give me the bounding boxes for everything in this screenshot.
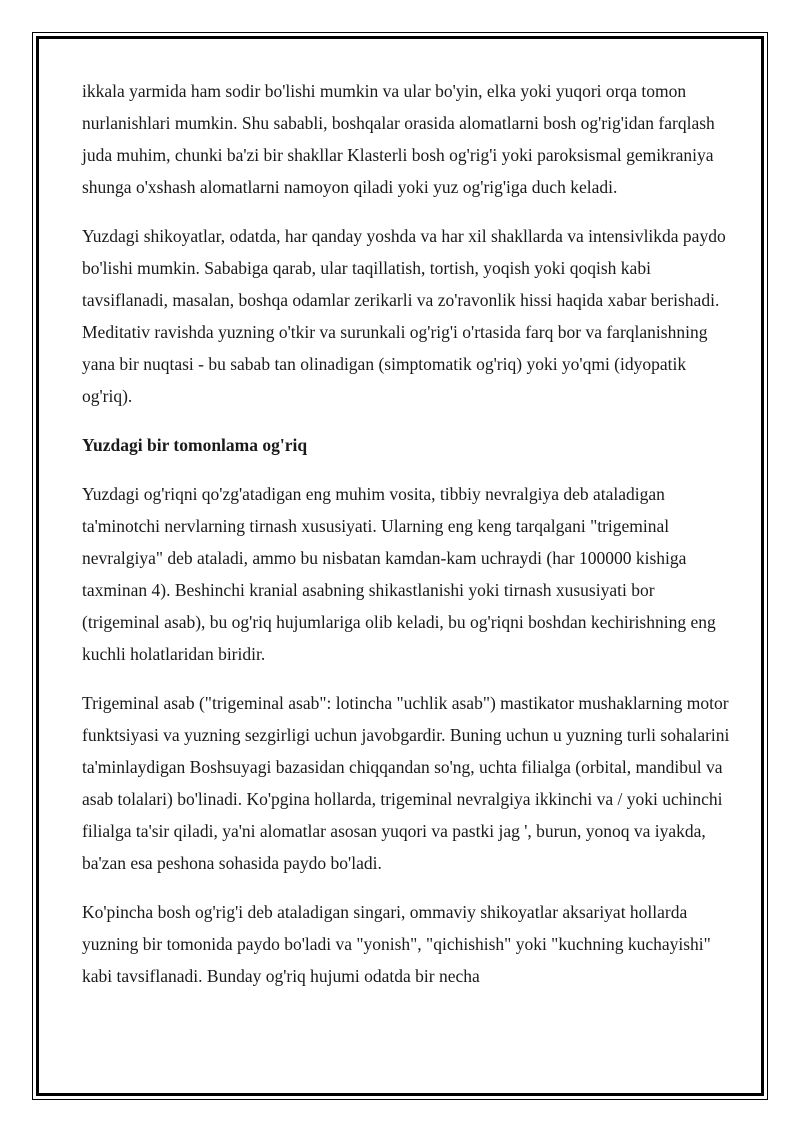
page-border-inner [36,36,764,1096]
paragraph-3: Yuzdagi og'riqni qo'zg'atadigan eng muhim vosita, tibbiy nevralgiya deb ataladigan ta'minotchi nervlarning tirnash xususiyati. Ularning eng keng tarqalgani "trigeminal nevralgiya" deb ataladi, ammo bu nisbatan kamdan-kam uchraydi (har 100000 kishiga taxminan 4). Beshinchi kranial asabning shikastlanishi yoki tirnash xususiyati bor (trigeminal asab), bu og'riq hujumlariga olib keladi, bu og'riqni boshdan kechirishning eng kuchli holatlaridan biridir. [82,484,716,664]
document-body [82,75,730,1009]
paragraph-4: Trigeminal asab ("trigeminal asab": lotincha "uchlik asab") mastikator mushaklarning motor funktsiyasi va yuzning sezgirligi uchun javobgardir. Buning uchun u yuzning turli sohalarini ta'minlaydigan Boshsuyagi bazasidan chiqqandan so'ng, uchta filialga (orbital, mandibul va asab tolalari) bo'linadi. Ko'pgina hollarda, trigeminal nevralgiya ikkinchi va / yoki uchinchi filialga ta'sir qiladi, ya'ni alomatlar asosan yuqori va pastki jag ', burun, yonoq va iyakda, ba'zan esa peshona sohasida paydo bo'ladi. [82,693,730,873]
paragraph-2: Yuzdagi shikoyatlar, odatda, har qanday yoshda va har xil shakllarda va intensivlikda paydo bo'lishi mumkin. Sababiga qarab, ular taqillatish, tortish, yoqish yoki qoqish kabi tavsiflanadi, masalan, boshqa odamlar zerikarli va zo'ravonlik hissi haqida xabar berishadi. Meditativ ravishda yuzning o'tkir va surunkali og'rig'i o'rtasida farq bor va farqlanishning yana bir nuqtasi - bu sabab tan olinadigan (simptomatik og'riq) yoki yo'qmi (idyopatik og'riq). [82,226,726,406]
page-border [32,32,768,1100]
paragraph-5: Ko'pincha bosh og'rig'i deb ataladigan singari, ommaviy shikoyatlar aksariyat hollarda yuzning bir tomonida paydo bo'ladi va "yonish", "qichishish" yoki "kuchning kuchayishi" kabi tavsiflanadi. Bunday og'riq hujumi odatda bir necha [82,902,711,986]
paragraph-1: ikkala yarmida ham sodir bo'lishi mumkin va ular bo'yin, elka yoki yuqori orqa tomon nurlanishlari mumkin. Shu sababli, boshqalar orasida alomatlarni bosh og'rig'idan farqlash juda muhim, chunki ba'zi bir shakllar Klasterli bosh og'rig'i yoki paroksismal gemikraniya shunga o'xshash alomatlarni namoyon qiladi yoki yuz og'rig'iga duch keladi. [82,81,715,197]
section-heading: Yuzdagi bir tomonlama og'riq [82,435,308,455]
